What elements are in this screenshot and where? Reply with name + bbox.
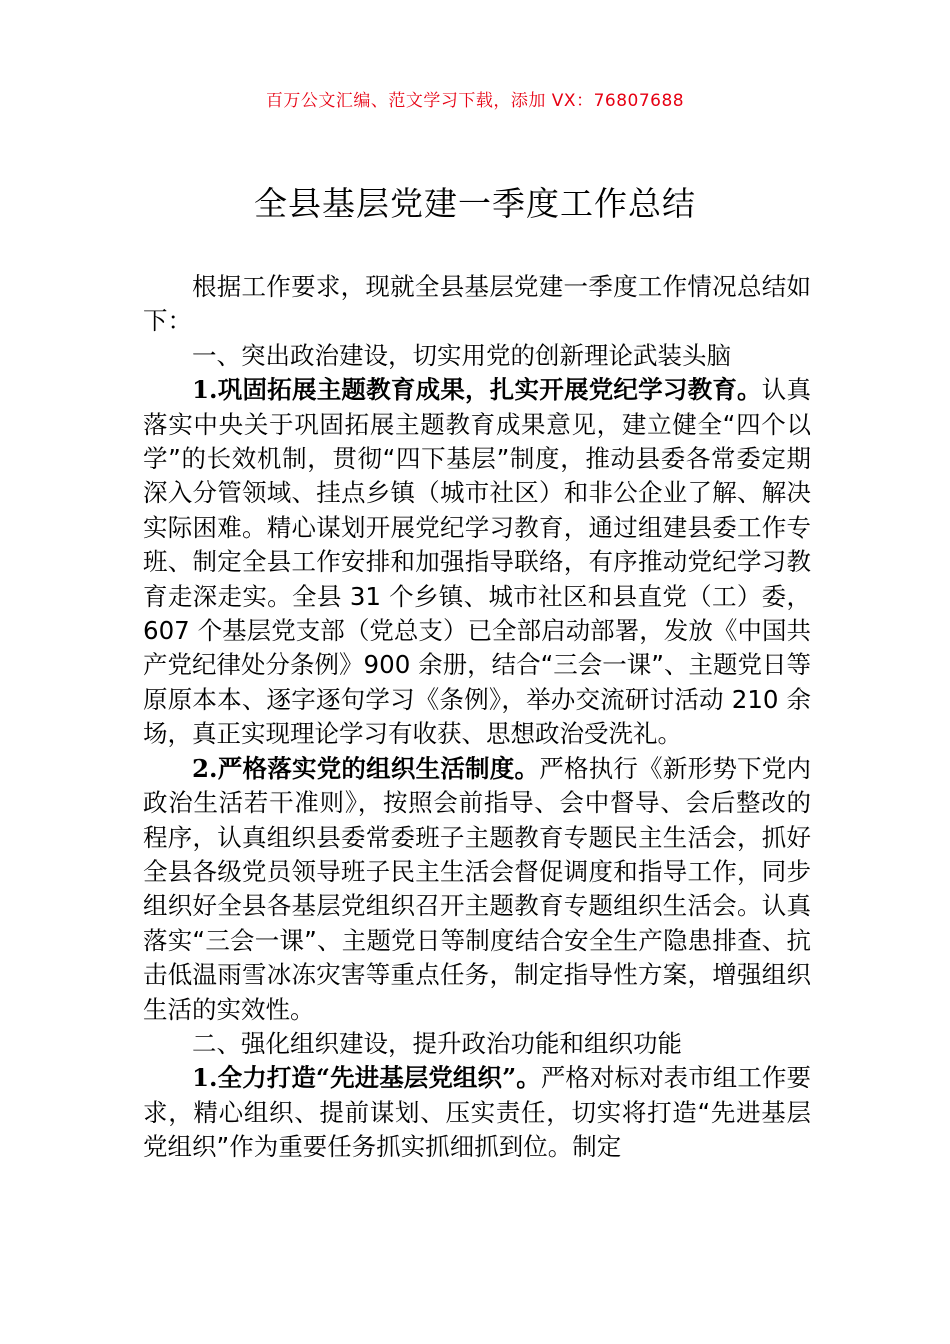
section2-heading: 二、强化组织建设，提升政治功能和组织功能	[192, 1028, 682, 1058]
intro-paragraph: 根据工作要求，现就全县基层党建一季度工作情况总结如下：	[143, 272, 811, 336]
section1-item2-paragraph	[143, 752, 811, 1027]
section1-item1-text: 认真落实中央关于巩固拓展主题教育成果意见，建立健全“四个以学”的长效机制，贯彻“四下基层”制度，推动县委各常委定期深入分管领域、挂点乡镇（城市社区）和非公企业了解、解决实际困难。精心谋划开展党纪学习教育，通过组建县委工作专班、制定全县工作安排和加强指导联络，有序推动党纪学习教育走深走实。全县 31 个乡镇、城市社区和县直党（工）委，607 个基层党支部（党总支）已全部启动部署，发放《中国共产党纪律处分条例》900 余册，结合“三会一课”、主题党日等原原本本、逐字逐句学习《条例》，举办交流研讨活动 210 余场，真正实现理论学习有收获、思想政治受洗礼。	[143, 375, 812, 749]
section1-heading: 一、突出政治建设，切实用党的创新理论武装头脑	[192, 340, 731, 370]
document-title: 全县基层党建一季度工作总结	[254, 184, 696, 223]
section1-item1-paragraph	[143, 373, 811, 751]
document-body	[143, 270, 811, 1165]
section1-item2-text: 严格执行《新形势下党内政治生活若干准则》，按照会前指导、会中督导、会后整改的程序，认真组织县委常委班子主题教育专题民主生活会，抓好全县各级党员领导班子民主生活会督促调度和指导工作，同步组织好全县各基层党组织召开主题教育专题组织生活会。认真落实“三会一课”、主题党日等制度结合安全生产隐患排查、抗击低温雨雪冰冻灾害等重点任务，制定指导性方案，增强组织生活的实效性。	[143, 753, 812, 1024]
header-watermark-note: 百万公文汇编、范文学习下载，添加 VX：76807688	[265, 91, 685, 111]
section1-item1-lead: 1.巩固拓展主题教育成果，扎实开展党纪学习教育。	[192, 375, 762, 405]
section2-item1-lead: 1.全力打造“先进基层党组织”。	[192, 1063, 541, 1093]
section2-item1-paragraph	[143, 1061, 811, 1164]
section1-item2-lead: 2.严格落实党的组织生活制度。	[192, 753, 540, 783]
section2-item1-text: 严格对标对表市组工作要求，精心组织、提前谋划、压实责任，切实将打造“先进基层党组织”作为重要任务抓实抓细抓到位。制定	[143, 1063, 812, 1162]
